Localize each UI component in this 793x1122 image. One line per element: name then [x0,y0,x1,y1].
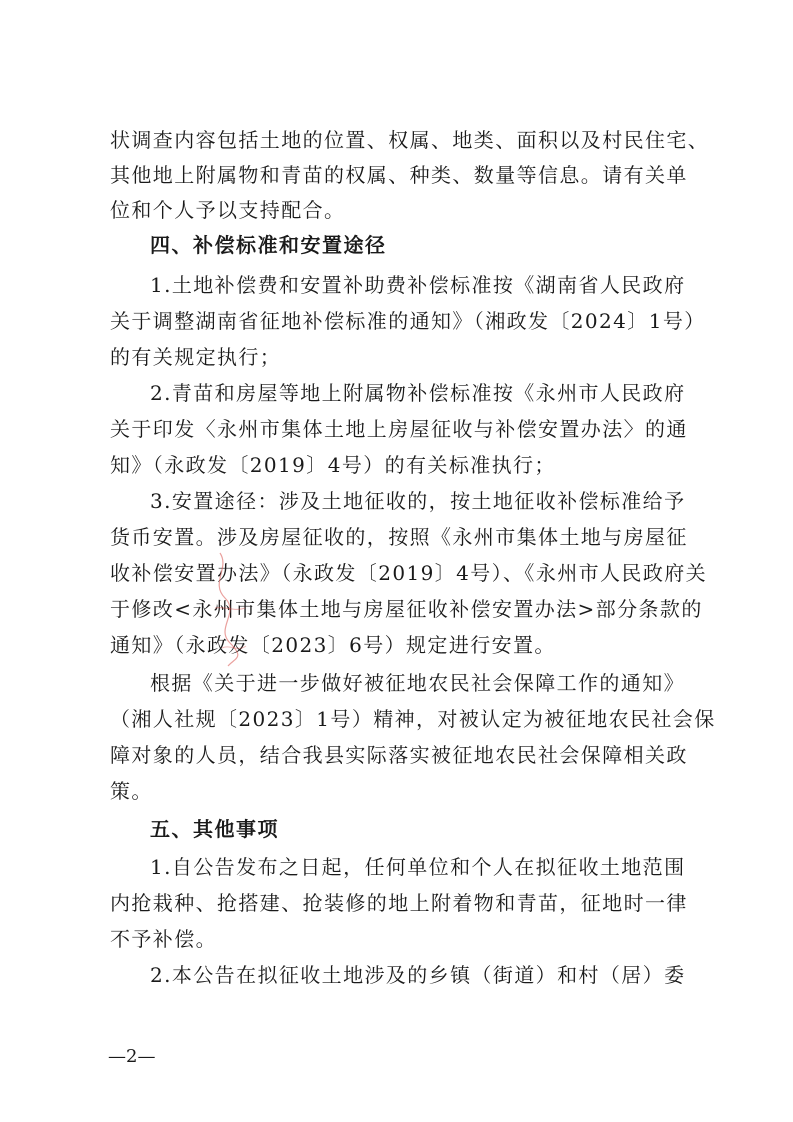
body-line: 内抢栽种、抢搭建、抢装修的地上附着物和青苗，征地时一律 [110,891,688,915]
page-number: —2— [108,1046,156,1067]
seal-stamp-fragment [200,548,260,668]
body-line: 1.自公告发布之日起，任何单位和个人在拟征收土地范围 [150,855,686,879]
body-line: 根据《关于进一步做好被征地农民社会保障工作的通知》 [150,671,685,695]
body-line: 关于调整湖南省征地补偿标准的通知》（湘政发〔2024〕1号） [110,309,706,333]
body-line: （湘人社规〔2023〕1号）精神，对被认定为被征地农民社会保 [110,707,716,731]
section-heading: 五、其他事项 [150,817,279,841]
body-line: 货币安置。涉及房屋征收的，按照《永州市集体土地与房屋征 [110,525,688,549]
body-line: 状调查内容包括土地的位置、权属、地类、面积以及村民住宅、 [110,128,710,152]
body-line: 障对象的人员，结合我县实际落实被征地农民社会保障相关政 [110,743,688,767]
body-line: 关于印发〈永州市集体土地上房屋征收与补偿安置办法〉的通 [110,417,688,441]
body-line: 位和个人予以支持配合。 [110,198,346,222]
body-line: 不予补偿。 [110,927,217,951]
body-line: 3.安置途径：涉及土地征收的，按土地征收补偿标准给予 [150,489,686,513]
body-line: 通知》（永政发〔2023〕6号）规定进行安置。 [110,633,556,657]
body-line: 其他地上附属物和青苗的权属、种类、数量等信息。请有关单 [110,163,688,187]
body-line: 2.青苗和房屋等地上附属物补偿标准按《永州市人民政府 [150,381,686,405]
body-line: 策。 [110,779,153,803]
body-line: 知》（永政发〔2019〕4号）的有关标准执行； [110,453,556,477]
body-line: 1.土地补偿费和安置补助费补偿标准按《湖南省人民政府 [150,273,686,297]
body-line: 于修改<永州市集体土地与房屋征收补偿安置办法>部分条款的 [110,597,703,621]
body-line: 收补偿安置办法》（永政发〔2019〕4号）、《永州市人民政府关 [110,561,708,585]
body-line: 的有关规定执行； [110,345,282,369]
section-heading: 四、补偿标准和安置途径 [150,233,387,257]
body-line: 2.本公告在拟征收土地涉及的乡镇（街道）和村（居）委 [150,963,686,987]
